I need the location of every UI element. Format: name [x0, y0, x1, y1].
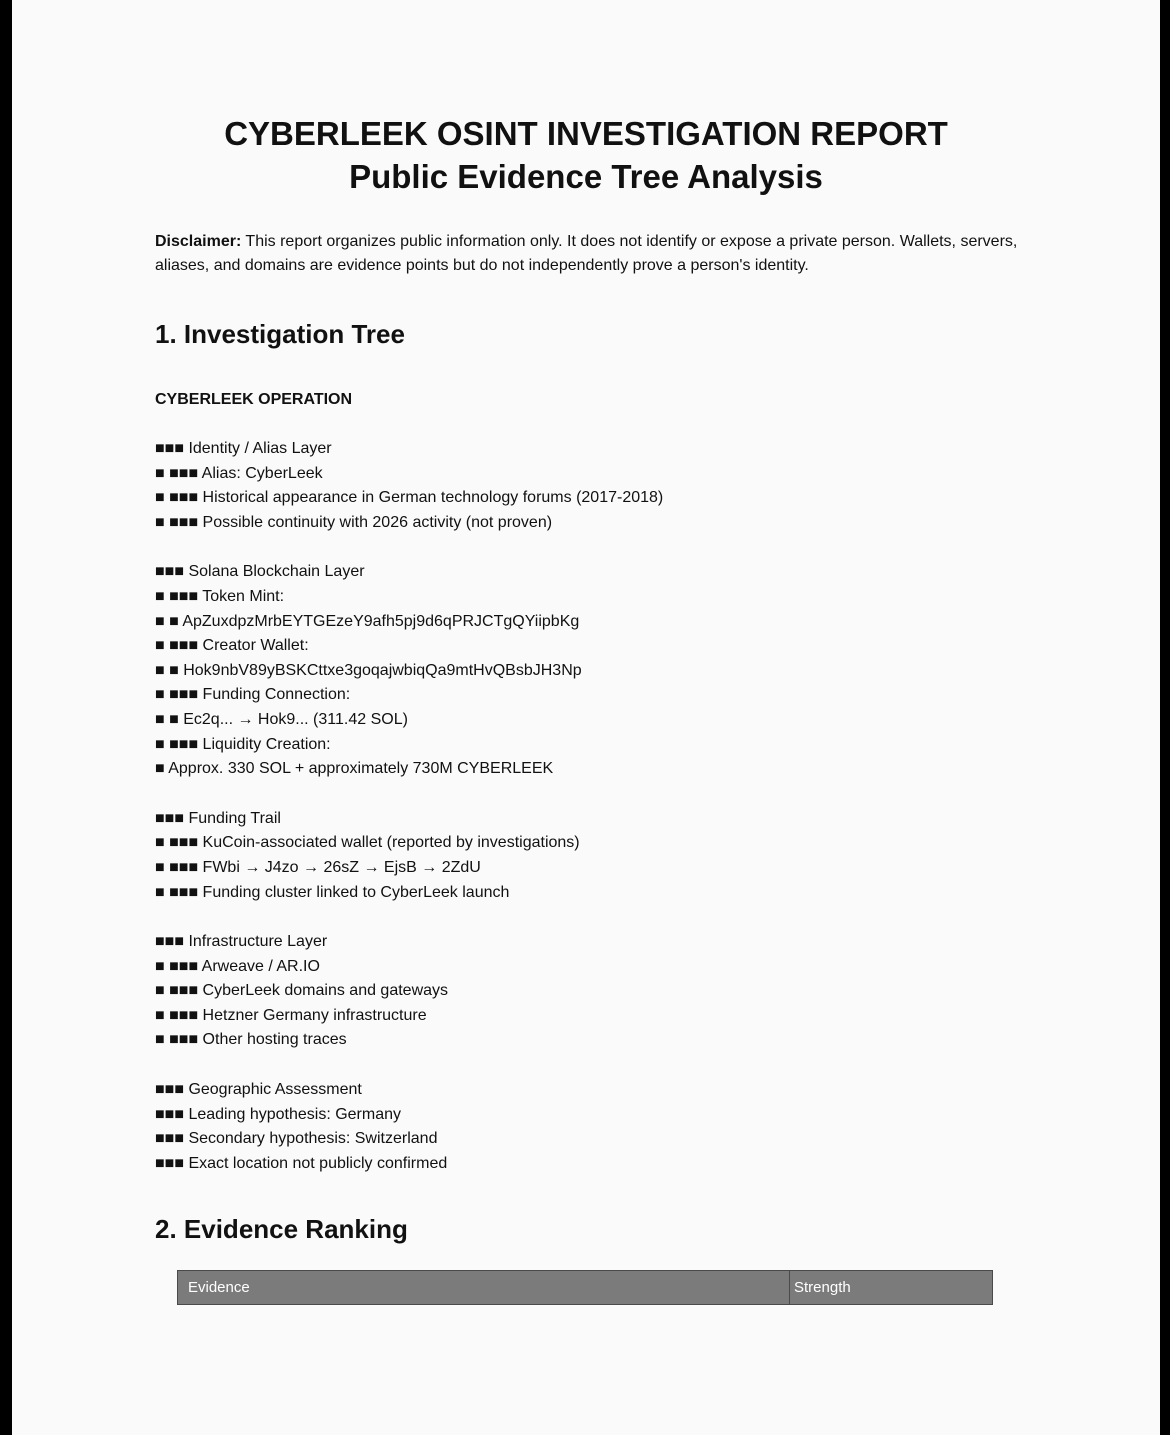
table-header-strength: Strength: [794, 1279, 851, 1296]
disclaimer-text: This report organizes public information only. It does not identify or expose a private person. Wallets, servers, aliases, and domains are evidence points but do not independently prove a person's identity.: [155, 233, 1018, 274]
tree-group-heading: ■■■ Identity / Alias Layer: [155, 440, 332, 457]
tree-item: ■ ■ Ec2q... → Hok9... (311.42 SOL): [155, 710, 408, 728]
report-title: [12, 112, 1160, 198]
tree-group-heading: ■■■ Solana Blockchain Layer: [155, 563, 365, 581]
report-title-line1: CYBERLEEK OSINT INVESTIGATION REPORT: [224, 115, 948, 152]
tree-item: ■ ■■■ Arweave / AR.IO: [155, 957, 320, 975]
tree-group: [155, 437, 1055, 535]
table-header-evidence: Evidence: [178, 1271, 790, 1304]
tree-group-heading: ■■■ Funding Trail: [155, 809, 281, 827]
tree-item: ■ ■■■ Alias: CyberLeek: [155, 464, 323, 482]
tree-groups: [155, 437, 1055, 1176]
investigation-tree: [155, 388, 1055, 1176]
disclaimer-paragraph: [155, 230, 1025, 278]
tree-item: ■■■ Secondary hypothesis: Switzerland: [155, 1130, 438, 1148]
tree-item: ■ ■■■ KuCoin-associated wallet (reported by investigations): [155, 834, 580, 852]
tree-item: ■ ■■■ Liquidity Creation:: [155, 735, 331, 753]
tree-group: [155, 807, 1055, 905]
tree-item: ■ ■■■ Possible continuity with 2026 activity (not proven): [155, 513, 553, 531]
tree-item: ■ ■■■ Historical appearance in German technology forums (2017-2018): [155, 489, 664, 507]
tree-item: ■■■ Leading hypothesis: Germany: [155, 1105, 402, 1123]
tree-item: ■ ■■■ CyberLeek domains and gateways: [155, 982, 449, 1000]
tree-group: [155, 930, 1055, 1053]
section-heading-evidence-ranking: 2. Evidence Ranking: [155, 1214, 408, 1244]
tree-group-heading: ■■■ Infrastructure Layer: [155, 933, 328, 951]
tree-item: ■ ■■■ Hetzner Germany infrastructure: [155, 1006, 427, 1024]
tree-item: ■ ■ Hok9nbV89yBSKCttxe3goqajwbiqQa9mtHvQBsbJH3Np: [155, 661, 582, 679]
tree-item: ■ ■■■ Token Mint:: [155, 587, 285, 605]
tree-item: ■ ■■■ Other hosting traces: [155, 1031, 347, 1049]
evidence-table: [177, 1270, 993, 1305]
tree-title: CYBERLEEK OPERATION: [155, 391, 353, 408]
tree-item: ■ ■■■ Creator Wallet:: [155, 637, 309, 655]
tree-item: ■ ■■■ FWbi → J4zo → 26sZ → EjsB → 2ZdU: [155, 858, 481, 876]
tree-group-heading: ■■■ Geographic Assessment: [155, 1081, 362, 1099]
report-page: [12, 0, 1160, 1435]
report-title-line2: Public Evidence Tree Analysis: [349, 158, 823, 195]
tree-item: ■■■ Exact location not publicly confirmed: [155, 1154, 448, 1172]
section-heading-investigation-tree: 1. Investigation Tree: [155, 319, 405, 349]
tree-item: ■ ■■■ Funding cluster linked to CyberLeek launch: [155, 883, 510, 901]
tree-group: [155, 1078, 1055, 1176]
tree-item: ■ ■■■ Funding Connection:: [155, 686, 351, 704]
tree-item: ■ Approx. 330 SOL + approximately 730M CYBERLEEK: [155, 760, 554, 778]
disclaimer-label: Disclaimer:: [155, 233, 242, 250]
tree-item: ■ ■ ApZuxdpzMrbEYTGEzeY9afh5pj9d6qPRJCTgQYiipbKg: [155, 612, 580, 630]
tree-group: [155, 560, 1055, 781]
